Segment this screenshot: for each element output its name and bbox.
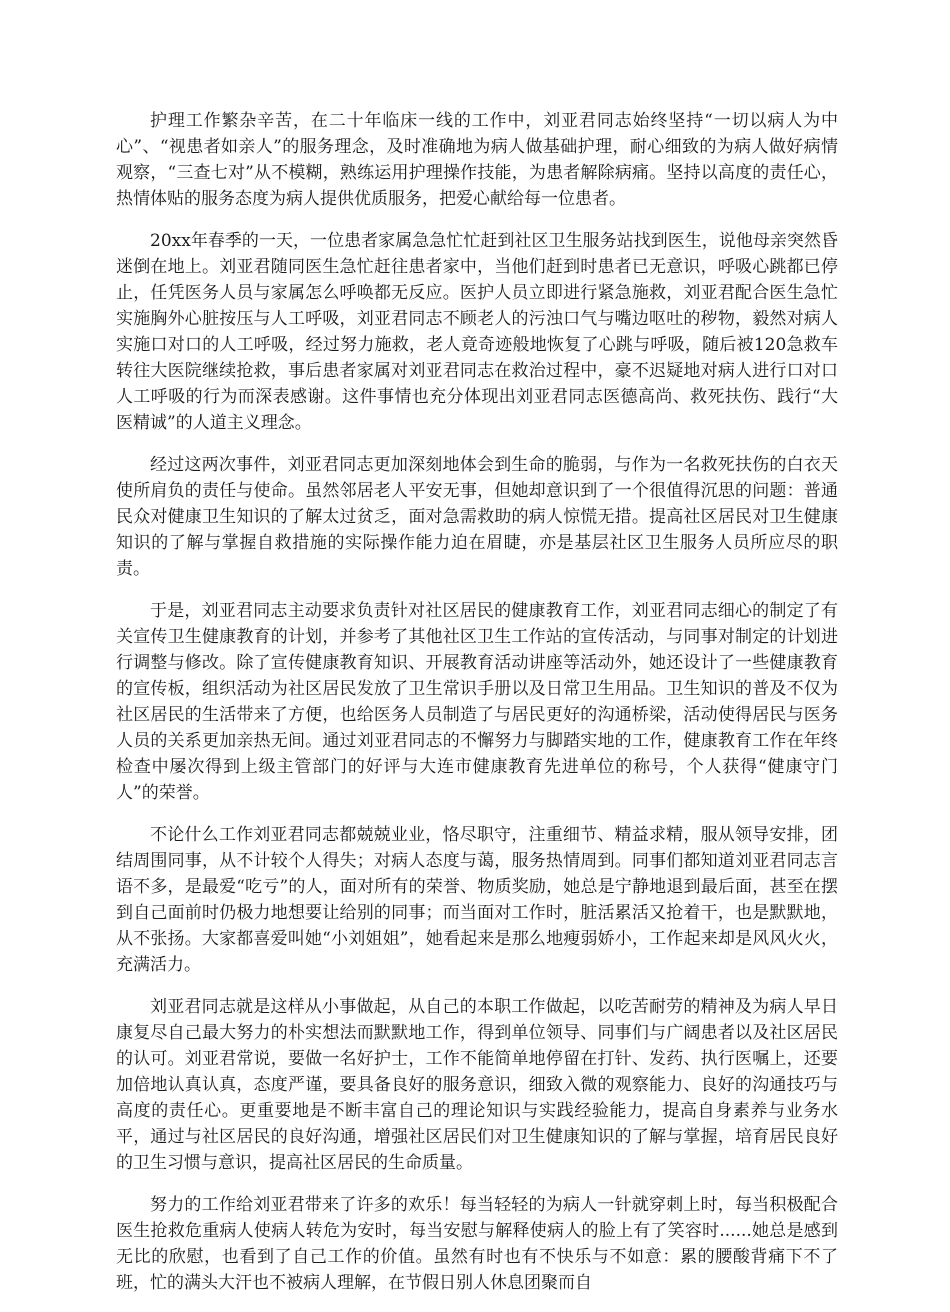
- paragraph-7: 努力的工作给刘亚君带来了许多的欢乐！每当轻轻的为病人一针就穿刺上时，每当积极配合医生抢救危重病人使病人转危为安时，每当安慰与解释使病人的脸上有了笑容时......她总是感到无比的欣慰，也看到了自己工作的价值。虽然有时也有不快乐与不如意：累的腰酸背痛下不了班，忙的满头大汗也不被病人理解，在节假日别人休息团聚而自: [116, 1195, 838, 1293]
- paragraph-2: 20xx年春季的一天，一位患者家属急急忙忙赶到社区卫生服务站找到医生，说他母亲突然昏迷倒在地上。刘亚君随同医生急忙赶往患者家中，当他们赶到时患者已无意识，呼吸心跳都已停止，任凭医务人员与家属怎么呼唤都无反应。医护人员立即进行紧急施救，刘亚君配合医生急忙实施胸外心脏按压与人工呼吸，刘亚君同志不顾老人的污浊口气与嘴边呕吐的秽物，毅然对病人实施口对口的人工呼吸，经过努力施救，老人竟奇迹般地恢复了心跳与呼吸，随后被120急救车转往大医院继续抢救，事后患者家属对刘亚君同志在救治过程中，豪不迟疑地对病人进行口对口人工呼吸的行为而深表感谢。这件事情也充分体现出刘亚君同志医德高尚、救死扶伤、践行“大医精诚”的人道主义理念。: [116, 231, 838, 433]
- paragraph-4: 于是，刘亚君同志主动要求负责针对社区居民的健康教育工作，刘亚君同志细心的制定了有关宣传卫生健康教育的计划，并参考了其他社区卫生工作站的宣传活动，与同事对制定的计划进行调整与修改。除了宣传健康教育知识、开展教育活动讲座等活动外，她还设计了一些健康教育的宣传板，组织活动为社区居民发放了卫生常识手册以及日常卫生用品。卫生知识的普及不仅为社区居民的生活带来了方便，也给医务人员制造了与居民更好的沟通桥梁，活动使得居民与医务人员的关系更加亲热无间。通过刘亚君同志的不懈努力与脚踏实地的工作，健康教育工作在年终检查中屡次得到上级主管部门的好评与大连市健康教育先进单位的称号，个人获得“健康守门人”的荣誉。: [116, 601, 838, 803]
- paragraph-5: 不论什么工作刘亚君同志都兢兢业业，恪尽职守，注重细节、精益求精，服从领导安排，团结周围同事，从不计较个人得失；对病人态度与蔼，服务热情周到。同事们都知道刘亚君同志言语不多，是最爱“吃亏”的人，面对所有的荣誉、物质奖励，她总是宁静地退到最后面，甚至在摆到自己面前时仍极力地想要让给别的同事；而当面对工作时，脏活累活又抢着干，也是默默地，从不张扬。大家都喜爱叫她“小刘姐姐”，她看起来是那么地瘦弱娇小，工作起来却是风风火火，充满活力。: [116, 825, 838, 975]
- paragraph-6: 刘亚君同志就是这样从小事做起，从自己的本职工作做起，以吃苦耐劳的精神及为病人早日康复尽自己最大努力的朴实想法而默默地工作，得到单位领导、同事们与广阔患者以及社区居民的认可。刘亚君常说，要做一名好护士，工作不能简单地停留在打针、发药、执行医嘱上，还要加倍地认真认真，态度严谨，要具备良好的服务意识，细致入微的观察能力、良好的沟通技巧与高度的责任心。更重要地是不断丰富自己的理论知识与实践经验能力，提高自身素养与业务水平，通过与社区居民的良好沟通，增强社区居民们对卫生健康知识的了解与掌握，培育居民良好的卫生习惯与意识，提高社区居民的生命质量。: [116, 997, 838, 1173]
- paragraph-1: 护理工作繁杂辛苦，在二十年临床一线的工作中，刘亚君同志始终坚持“一切以病人为中心”、“视患者如亲人”的服务理念，及时准确地为病人做基础护理，耐心细致的为病人做好病情观察，“三查七对”从不模糊，熟练运用护理操作技能，为患者解除病痛。坚持以高度的责任心，热情体贴的服务态度为病人提供优质服务，把爱心献给每一位患者。: [116, 111, 838, 209]
- paragraph-3: 经过这两次事件，刘亚君同志更加深刻地体会到生命的脆弱，与作为一名救死扶伤的白衣天使所肩负的责任与使命。虽然邻居老人平安无事，但她却意识到了一个很值得沉思的问题：普通民众对健康卫生知识的了解太过贫乏，面对急需救助的病人惊慌无措。提高社区居民对卫生健康知识的了解与掌握自救措施的实际操作能力迫在眉睫，亦是基层社区卫生服务人员所应尽的职责。: [116, 455, 838, 579]
- document-body: [116, 108, 838, 1312]
